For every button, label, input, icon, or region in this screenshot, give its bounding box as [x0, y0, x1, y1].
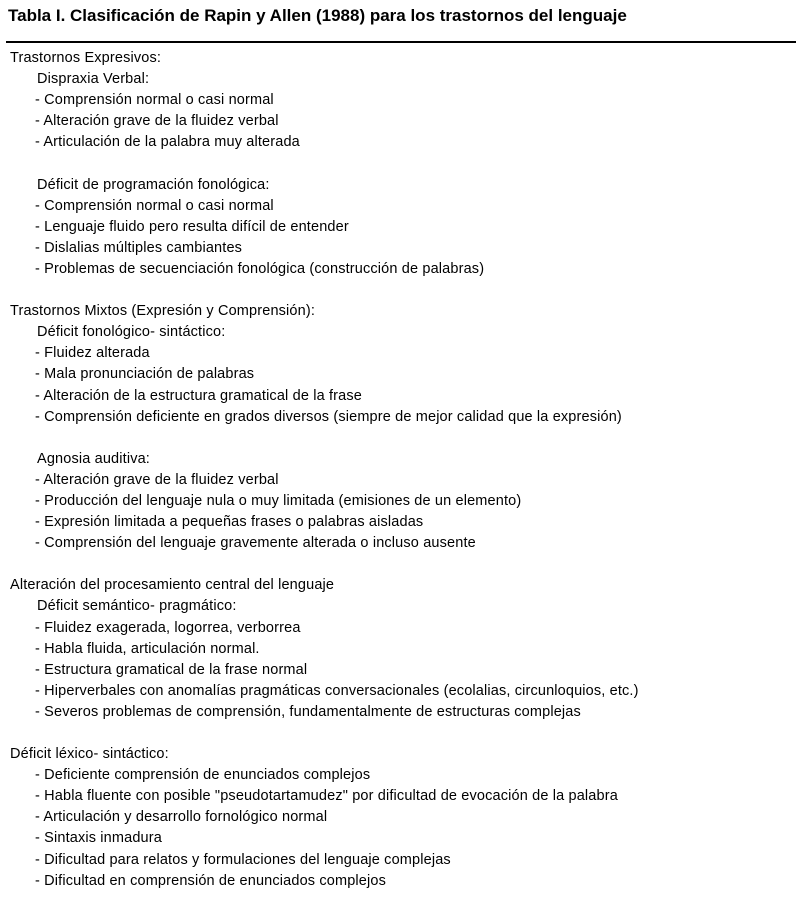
group-subheading: Agnosia auditiva: — [37, 450, 150, 467]
list-item: - Dificultad en comprensión de enunciados complejos — [35, 872, 387, 889]
list-item: - Sintaxis inmadura — [35, 830, 162, 847]
group-spacer — [0, 153, 800, 174]
list-item: - Severos problemas de comprensión, fundamentalmente de estructuras complejas — [35, 703, 581, 720]
list-item: - Deficiente comprensión de enunciados complejos — [35, 767, 371, 784]
list-item: - Articulación de la palabra muy alterada — [35, 134, 300, 151]
list-item: - Problemas de secuenciación fonológica (construcción de palabras) — [35, 260, 485, 277]
section-heading: Trastornos Expresivos: — [10, 50, 162, 66]
classification-list — [0, 48, 800, 892]
list-item: - Dislalias múltiples cambiantes — [35, 239, 243, 256]
list-item: - Alteración grave de la fluidez verbal — [35, 471, 279, 488]
list-item: - Expresión limitada a pequeñas frases o palabras aisladas — [35, 514, 424, 531]
list-item: - Habla fluida, articulación normal. — [35, 640, 260, 657]
section-spacer — [0, 280, 800, 301]
group-subheading: Dispraxia Verbal: — [37, 71, 150, 88]
list-item: - Comprensión normal o casi normal — [35, 92, 274, 109]
list-item: - Comprensión del lenguaje gravemente alterada o incluso ausente — [35, 535, 476, 552]
section-heading: Trastornos Mixtos (Expresión y Comprensión): — [10, 303, 316, 320]
list-item: - Dificultad para relatos y formulaciones del lenguaje complejas — [35, 851, 451, 868]
list-item: - Estructura gramatical de la frase normal — [35, 661, 308, 678]
list-item: - Comprensión deficiente en grados diversos (siempre de mejor calidad que la expresión) — [35, 408, 622, 425]
list-item: - Alteración grave de la fluidez verbal — [35, 113, 279, 130]
group-subheading: Déficit semántico- pragmático: — [37, 598, 237, 615]
list-item: - Habla fluente con posible "pseudotartamudez" por dificultad de evocación de la palabra — [35, 788, 618, 805]
list-item: - Fluidez exagerada, logorrea, verborrea — [35, 619, 301, 636]
group-spacer — [0, 428, 800, 449]
section-heading: Déficit léxico- sintáctico: — [10, 746, 169, 763]
list-item: - Alteración de la estructura gramatical de la frase — [35, 387, 362, 404]
list-item: - Articulación y desarrollo fornológico normal — [35, 809, 328, 826]
table-title: Tabla I. Clasificación de Rapin y Allen (1988) para los trastornos del lenguaje — [8, 6, 627, 25]
list-item: - Fluidez alterada — [35, 345, 150, 362]
list-item: - Comprensión normal o casi normal — [35, 197, 274, 214]
group-subheading: Déficit fonológico- sintáctico: — [37, 324, 226, 341]
list-item: - Producción del lenguaje nula o muy limitada (emisiones de un elemento) — [35, 492, 522, 509]
section-heading: Alteración del procesamiento central del lenguaje — [10, 577, 335, 594]
list-item: - Lenguaje fluido pero resulta difícil de entender — [35, 218, 349, 235]
section-spacer — [0, 554, 800, 575]
list-item: - Mala pronunciación de palabras — [35, 366, 255, 383]
title-divider — [6, 41, 796, 43]
list-item: - Hiperverbales con anomalías pragmáticas conversacionales (ecolalias, circunloquios, etc.) — [35, 682, 639, 699]
section-spacer — [0, 723, 800, 744]
group-subheading: Déficit de programación fonológica: — [37, 176, 270, 193]
